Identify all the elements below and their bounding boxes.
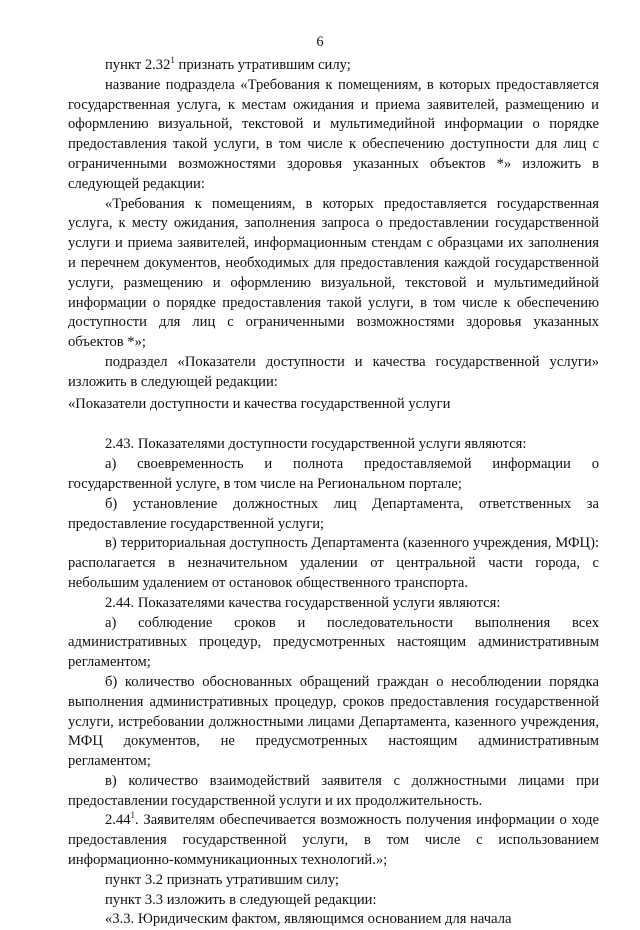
paragraph xyxy=(68,495,599,535)
paragraph xyxy=(68,811,599,870)
paragraph-text: а) своевременность и полнота предоставляемой информации о государственной услуге, в том числе на Региональном портале; xyxy=(68,456,599,492)
paragraph xyxy=(68,772,599,812)
paragraph-text: 2.43. Показателями доступности государственной услуги являются: xyxy=(105,436,527,453)
paragraph xyxy=(68,534,599,593)
paragraph-text: в) количество взаимодействий заявителя с должностными лицами при предоставлении государственной услуги и их продолжительность. xyxy=(68,772,599,809)
paragraph-text: б) установление должностных лиц Департамента, ответственных за предоставление государственной услуги; xyxy=(68,495,599,532)
paragraph xyxy=(68,614,599,673)
paragraph xyxy=(68,455,599,495)
paragraph-text: б) количество обоснованных обращений граждан о несоблюдении порядка выполнения административных процедур, сроков предоставления государственной услуги, истребовании должностными лицами Департамента, казенного учреждения, МФЦ документов, не предусмотренных настоящим административным регламентом; xyxy=(68,673,599,770)
paragraph xyxy=(68,871,599,891)
superscript: 1 xyxy=(130,810,136,821)
paragraph-text: 2.44. Показателями качества государственной услуги являются: xyxy=(105,594,501,611)
paragraph-text: пункт 3.2 признать утратившим силу; xyxy=(105,871,339,888)
paragraph xyxy=(68,56,599,76)
paragraph-text: «Показатели доступности и качества государственной услуги xyxy=(68,395,451,412)
paragraph-text: признать утратившим силу; xyxy=(174,57,351,73)
paragraph xyxy=(68,594,599,614)
paragraph xyxy=(68,435,599,455)
paragraph xyxy=(68,353,599,393)
paragraph-text: название подраздела «Требования к помещениям, в которых предоставляется государственная услуга, к местам ожидания и приема заявителей, размещению и оформлению визуальной, текстовой и мультимедийной информации о порядке предоставления такой услуги, в том числе к обеспечению доступности для лиц с ограниченными возможностями здоровья указанных объектов *» изложить в следующей редакции: xyxy=(68,76,599,192)
superscript: 1 xyxy=(170,55,175,66)
paragraph-text: «Требования к помещениям, в которых предоставляется государственная услуга, к месту ожидания, заполнения запроса о предоставлении государственной услуги и приема заявителей, информационным стендам с образцами их заполнения и перечнем документов, необходимых для предоставления каждой государственной услуги, размещению и оформлению визуальной, текстовой и мультимедийной информации о порядке предоставления такой услуги, в том числе к обеспечению доступности для лиц с ограниченными возможностями здоровья указанных объектов *»; xyxy=(68,195,599,351)
document-body xyxy=(68,56,599,930)
paragraph xyxy=(68,891,599,911)
paragraph xyxy=(68,673,599,772)
paragraph-text: пункт 2.32 xyxy=(105,57,171,73)
paragraph-text: «3.3. Юридическим фактом, являющимся основанием для начала xyxy=(105,911,512,928)
paragraph-text: подраздел «Показатели доступности и качества государственной услуги» изложить в следующей редакции: xyxy=(68,353,599,390)
paragraph-text: в) территориальная доступность Департамента (казенного учреждения, МФЦ): располагается в незначительном удалении от центральной части города, с небольшим удалением от остановок общественного транспорта. xyxy=(68,535,599,591)
paragraph-text: 2.44 xyxy=(105,812,131,829)
paragraph-text: пункт 3.3 изложить в следующей редакции: xyxy=(105,891,377,908)
paragraph xyxy=(68,910,599,930)
page-number: 6 xyxy=(316,34,324,50)
paragraph-text: а) соблюдение сроков и последовательности выполнения всех административных процедур, предусмотренных настоящим административным регламентом; xyxy=(68,614,599,671)
section-heading xyxy=(68,395,599,415)
paragraph-text: . Заявителям обеспечивается возможность получения информации о ходе предоставления государственной услуги, в том числе с использованием информационно-коммуникационных технологий.»; xyxy=(68,812,599,869)
paragraph xyxy=(68,195,599,353)
paragraph xyxy=(68,76,599,195)
